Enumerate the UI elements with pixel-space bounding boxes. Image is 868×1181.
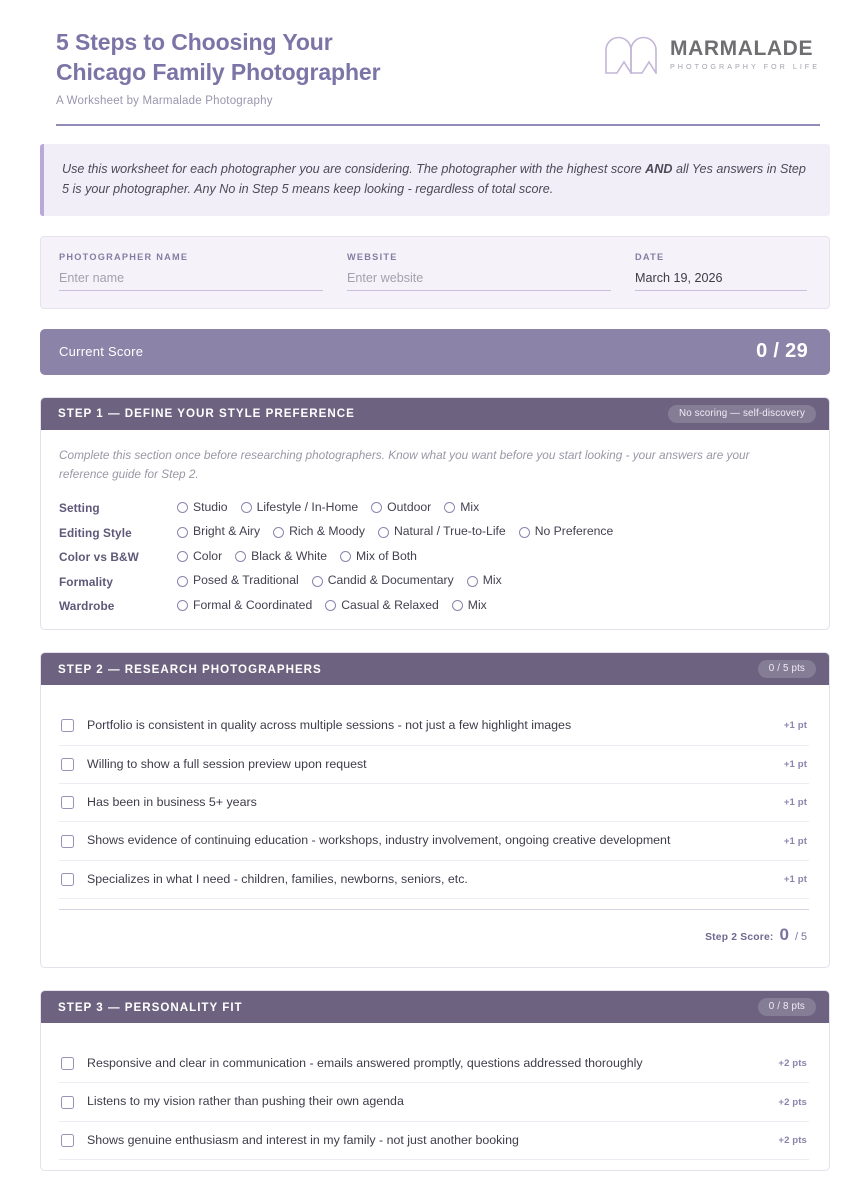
- radio-option-label: Natural / True-to-Life: [393, 524, 506, 539]
- radio-option-label: Casual & Relaxed: [341, 597, 439, 612]
- radio-option-group: [177, 500, 479, 514]
- checkbox-icon[interactable]: [61, 873, 74, 886]
- checklist-item-label: Listens to my vision rather than pushing their own agenda: [87, 1094, 404, 1109]
- radio-row-label: Color vs B&W: [59, 550, 139, 565]
- radio-circle-icon[interactable]: [378, 527, 389, 538]
- radio-option-label: No Preference: [534, 524, 614, 539]
- page-title-line-2: Chicago Family Photographer: [56, 58, 381, 85]
- checklist-item[interactable]: [59, 1083, 809, 1121]
- checklist-item-label: Shows genuine enthusiasm and interest in my family - not just another booking: [87, 1132, 519, 1147]
- radio-circle-icon[interactable]: [177, 502, 188, 513]
- radio-option[interactable]: [371, 500, 431, 514]
- radio-option[interactable]: [378, 524, 506, 538]
- radio-row: [59, 598, 809, 614]
- radio-option[interactable]: [241, 500, 359, 514]
- photographer-meta-card: [40, 236, 830, 309]
- radio-option-label: Formal & Coordinated: [193, 597, 313, 612]
- checklist-item[interactable]: [59, 1122, 809, 1160]
- radio-option[interactable]: [519, 524, 614, 538]
- page-header: [0, 0, 868, 107]
- radio-option[interactable]: [340, 549, 417, 563]
- radio-circle-icon[interactable]: [273, 527, 284, 538]
- checklist-item[interactable]: [59, 861, 809, 899]
- radio-option-group: [177, 549, 417, 563]
- logo-name: MARMALADE: [670, 36, 814, 60]
- checkbox-icon[interactable]: [61, 1134, 74, 1147]
- step-3-checklist: [59, 1039, 809, 1160]
- checkbox-icon[interactable]: [61, 796, 74, 809]
- radio-circle-icon[interactable]: [371, 502, 382, 513]
- step-2-checklist: [59, 701, 809, 899]
- step-1-card: [40, 397, 830, 631]
- radio-option-label: Posed & Traditional: [193, 573, 299, 588]
- radio-row: [59, 524, 809, 540]
- checkbox-icon[interactable]: [61, 1096, 74, 1109]
- step-1-body: [41, 430, 829, 630]
- step-2-header: [41, 653, 829, 685]
- radio-option-group: [177, 598, 487, 612]
- instructions-text-part1: Use this worksheet for each photographer you are considering. The photographer with the highest score: [62, 161, 646, 176]
- header-title-block: [56, 26, 380, 107]
- step-1-note: Complete this section once before researching photographers. Know what you want before you start looking - your answers are your reference guide for Step 2.: [59, 447, 750, 481]
- page-subtitle: A Worksheet by Marmalade Photography: [56, 94, 273, 107]
- date-input[interactable]: [635, 271, 807, 291]
- checklist-item[interactable]: [59, 707, 809, 745]
- step-2-card: [40, 652, 830, 968]
- checklist-item-points: +1 pt: [783, 835, 807, 847]
- logo-wordmark: [670, 38, 820, 70]
- radio-option-group: [177, 573, 502, 587]
- checklist-item-label: Portfolio is consistent in quality across multiple sessions - not just a few highlight images: [87, 718, 572, 733]
- date-label: DATE: [635, 251, 665, 262]
- step-2-score-value: 0: [779, 925, 789, 945]
- checklist-item[interactable]: [59, 784, 809, 822]
- current-score-value: 0 / 29: [756, 340, 808, 363]
- radio-circle-icon[interactable]: [177, 527, 188, 538]
- radio-circle-icon[interactable]: [241, 502, 252, 513]
- website-field: [347, 252, 611, 291]
- radio-option-group: [177, 524, 613, 538]
- radio-option-label: Bright & Airy: [193, 524, 261, 539]
- checklist-item-points: +1 pt: [783, 720, 807, 732]
- step-2-score-label: Step 2 Score:: [705, 932, 774, 944]
- step-3-title: STEP 3 — PERSONALITY FIT: [58, 1000, 243, 1014]
- checklist-item[interactable]: [59, 822, 809, 860]
- radio-row-label: Setting: [59, 501, 100, 516]
- radio-circle-icon[interactable]: [177, 551, 188, 562]
- step-1-radio-groups: [59, 500, 809, 614]
- step-3-badge: 0 / 8 pts: [758, 998, 816, 1016]
- radio-row: [59, 500, 809, 516]
- page-title-line-1: 5 Steps to Choosing Your: [56, 29, 333, 55]
- radio-circle-icon[interactable]: [312, 576, 323, 587]
- step-3-body: [41, 1023, 829, 1170]
- radio-circle-icon[interactable]: [340, 551, 351, 562]
- photographer-name-label: PHOTOGRAPHER NAME: [59, 251, 189, 262]
- radio-circle-icon[interactable]: [235, 551, 246, 562]
- radio-option-label: Outdoor: [387, 499, 432, 514]
- website-label: WEBSITE: [347, 251, 398, 262]
- radio-option[interactable]: [177, 524, 260, 538]
- radio-option-label: Studio: [193, 499, 228, 514]
- radio-option-label: Candid & Documentary: [327, 573, 454, 588]
- checklist-item-points: +2 pts: [778, 1096, 807, 1108]
- radio-row: [59, 549, 809, 565]
- step-3-header: [41, 991, 829, 1023]
- radio-option-label: Mix: [460, 499, 480, 514]
- step-2-badge: 0 / 5 pts: [758, 660, 816, 678]
- radio-option-label: Mix: [467, 597, 487, 612]
- instructions-text: [62, 159, 808, 200]
- instructions-text-part2: all Yes answers in Step 5 is your photographer. Any No in Step 5 means keep looking - regardless of total score.: [62, 161, 806, 197]
- checklist-item-label: Willing to show a full session preview upon request: [87, 756, 367, 771]
- checklist-item[interactable]: [59, 1045, 809, 1083]
- checkbox-icon[interactable]: [61, 758, 74, 771]
- checklist-item-label: Shows evidence of continuing education - workshops, industry involvement, ongoing creative development: [87, 833, 671, 848]
- logo-tagline: PHOTOGRAPHY FOR LIFE: [670, 61, 820, 71]
- current-score-label: Current Score: [59, 344, 144, 360]
- radio-option-label: Mix: [482, 573, 502, 588]
- radio-circle-icon[interactable]: [452, 600, 463, 611]
- radio-circle-icon[interactable]: [519, 527, 530, 538]
- radio-option[interactable]: [177, 573, 299, 587]
- radio-option[interactable]: [235, 549, 327, 563]
- checklist-item-points: +1 pt: [783, 758, 807, 770]
- radio-option[interactable]: [452, 598, 487, 612]
- radio-circle-icon[interactable]: [444, 502, 455, 513]
- photographer-name-field: [59, 252, 323, 291]
- header-divider: [56, 124, 820, 126]
- date-field: [635, 252, 807, 291]
- checklist-item[interactable]: [59, 746, 809, 784]
- checklist-item-points: +1 pt: [783, 797, 807, 809]
- step-3-card: [40, 990, 830, 1171]
- checkbox-icon[interactable]: [61, 835, 74, 848]
- radio-option[interactable]: [444, 500, 479, 514]
- step-1-title: STEP 1 — DEFINE YOUR STYLE PREFERENCE: [58, 407, 355, 421]
- instructions-emphasis: AND: [645, 161, 673, 176]
- radio-option[interactable]: [177, 598, 312, 612]
- checkbox-icon[interactable]: [61, 719, 74, 732]
- radio-row: [59, 573, 809, 589]
- step-2-score-footer: [59, 909, 809, 957]
- radio-row-label: Editing Style: [59, 525, 132, 540]
- radio-row-label: Wardrobe: [59, 599, 115, 614]
- step-2-body: [41, 685, 829, 967]
- checkbox-icon[interactable]: [61, 1057, 74, 1070]
- radio-circle-icon[interactable]: [177, 600, 188, 611]
- page-title: [56, 28, 380, 88]
- step-1-header: [41, 398, 829, 430]
- brand-logo: [603, 26, 820, 74]
- marmalade-arch-logo-icon: [603, 34, 659, 74]
- radio-option[interactable]: [177, 500, 228, 514]
- checklist-item-label: Responsive and clear in communication - emails answered promptly, questions addressed thoroughly: [87, 1056, 643, 1071]
- radio-option[interactable]: [177, 549, 222, 563]
- checklist-item-points: +2 pts: [778, 1134, 807, 1146]
- checklist-item-label: Has been in business 5+ years: [87, 795, 257, 809]
- radio-circle-icon[interactable]: [467, 576, 478, 587]
- step-2-score-total: / 5: [794, 931, 807, 944]
- radio-option[interactable]: [325, 598, 439, 612]
- radio-row-label: Formality: [59, 574, 113, 589]
- instructions-callout: [40, 144, 830, 216]
- website-input[interactable]: [347, 271, 611, 291]
- step-2-title: STEP 2 — RESEARCH PHOTOGRAPHERS: [58, 662, 322, 676]
- checklist-item-label: Specializes in what I need - children, families, newborns, seniors, etc.: [87, 871, 468, 886]
- current-score-banner: [40, 329, 830, 375]
- radio-circle-icon[interactable]: [177, 576, 188, 587]
- radio-circle-icon[interactable]: [325, 600, 336, 611]
- radio-option[interactable]: [273, 524, 365, 538]
- radio-option-label: Color: [193, 548, 223, 563]
- checklist-item-points: +2 pts: [778, 1058, 807, 1070]
- radio-option[interactable]: [312, 573, 454, 587]
- page-bottom-spacer: [0, 1171, 868, 1181]
- checklist-item-points: +1 pt: [783, 873, 807, 885]
- radio-option-label: Black & White: [251, 548, 327, 563]
- radio-option-label: Lifestyle / In-Home: [256, 499, 359, 514]
- radio-option[interactable]: [467, 573, 502, 587]
- photographer-name-input[interactable]: [59, 271, 323, 291]
- radio-option-label: Rich & Moody: [289, 524, 365, 539]
- step-1-badge: No scoring — self-discovery: [668, 405, 816, 423]
- radio-option-label: Mix of Both: [355, 548, 417, 563]
